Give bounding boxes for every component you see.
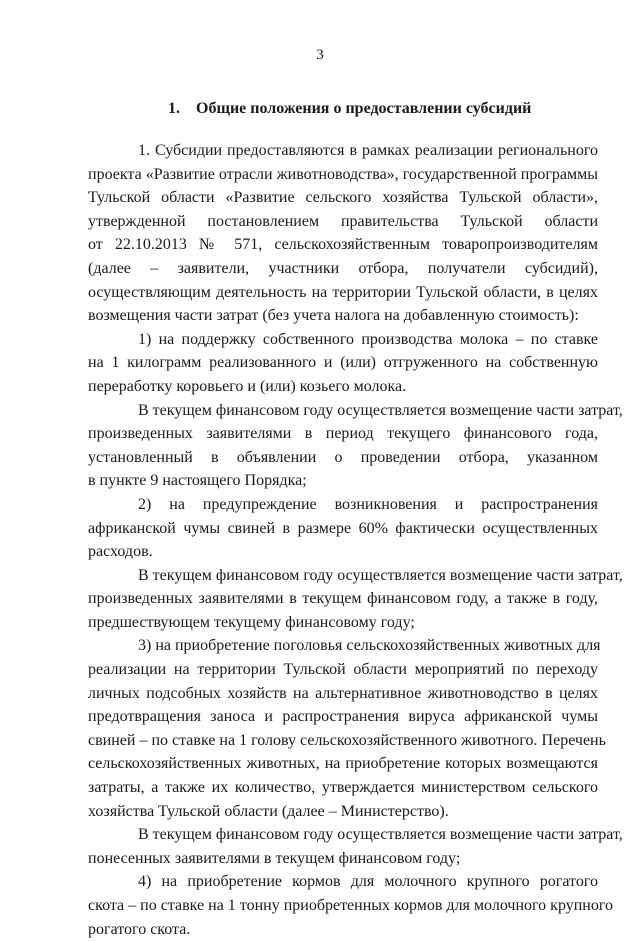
text-line: понесенных заявителями в текущем финансовом году; — [88, 849, 461, 867]
page-number: 3 — [316, 47, 324, 63]
text-line: проекта «Развитие отрасли животноводства», государственной программы — [88, 165, 598, 183]
text-line: В текущем финансовом году осуществляется возмещение части затрат, — [138, 401, 623, 419]
text-line: возмещения части затрат (без учета налога на добавленную стоимость): — [88, 307, 579, 325]
text-line: произведенных заявителями в период текущего финансового года, — [88, 425, 598, 443]
text-line: предшествующем текущему финансовому году; — [88, 613, 415, 631]
section-number: 1. — [168, 100, 180, 117]
paragraph-2 — [88, 328, 598, 399]
text-line: 2) на предупреждение возникновения и распространения — [138, 495, 598, 513]
text-line: сельскохозяйственных животных, на приобретение которых возмещаются — [88, 755, 598, 773]
text-line: 4) на приобретение кормов для молочного крупного рогатого — [138, 873, 598, 891]
paragraph-1 — [88, 139, 598, 328]
text-line: В текущем финансовом году осуществляется возмещение части затрат, — [138, 826, 623, 844]
text-line: свиней – по ставке на 1 голову сельскохозяйственного животного. Перечень — [88, 731, 606, 749]
text-line: (далее – заявители, участники отбора, получатели субсидий), — [88, 259, 598, 277]
text-line: В текущем финансовом году осуществляется возмещение части затрат, — [138, 566, 623, 584]
text-line: от 22.10.2013 № 571, сельскохозяйственным товаропроизводителям — [88, 236, 598, 254]
text-line: 1. Субсидии предоставляются в рамках реализации регионального — [138, 142, 598, 159]
text-line: реализации на территории Тульской области мероприятий по переходу — [88, 661, 598, 679]
text-line: затраты, а также их количество, утверждается министерством сельского — [88, 779, 598, 797]
text-line: африканской чумы свиней в размере 60% фактически осуществленных — [88, 519, 598, 537]
paragraph-3 — [88, 399, 623, 493]
document-body — [88, 139, 623, 941]
text-line: предотвращения заноса и распространения вируса африканской чумы — [88, 708, 598, 726]
paragraph-4 — [88, 493, 598, 564]
paragraph-8 — [88, 870, 614, 941]
text-line: на 1 килограмм реализованного и (или) отгруженного на собственную — [88, 354, 598, 372]
text-line: произведенных заявителями в текущем финансовом году, а также в году, — [88, 590, 598, 608]
text-line: переработку коровьего и (или) козьего молока. — [88, 377, 407, 395]
section-heading — [168, 99, 588, 119]
text-line: рогатого скота. — [88, 920, 191, 938]
paragraph-5 — [88, 564, 623, 635]
text-line: 3) на приобретение поголовья сельскохозяйственных животных для — [138, 637, 601, 655]
text-line: в пункте 9 настоящего Порядка; — [88, 472, 307, 490]
text-line: Тульской области «Развитие сельского хозяйства Тульской области», — [88, 189, 598, 207]
section-title: Общие положения о предоставлении субсидий — [196, 100, 532, 117]
paragraph-7 — [88, 823, 623, 870]
text-line: 1) на поддержку собственного производства молока – по ставке — [138, 330, 598, 348]
text-line: личных подсобных хозяйств на альтернативное животноводство в целях — [88, 684, 598, 702]
text-line: хозяйства Тульской области (далее – Министерство). — [88, 802, 449, 820]
paragraph-6 — [88, 634, 606, 823]
text-line: скота – по ставке на 1 тонну приобретенных кормов для молочного крупного — [88, 897, 614, 914]
text-line: осуществляющим деятельность на территории Тульской области, в целях — [88, 283, 598, 301]
text-line: установленный в объявлении о проведении отбора, указанном — [88, 448, 598, 466]
text-line: утвержденной постановлением правительства Тульской области — [88, 212, 598, 230]
text-line: расходов. — [88, 543, 153, 561]
